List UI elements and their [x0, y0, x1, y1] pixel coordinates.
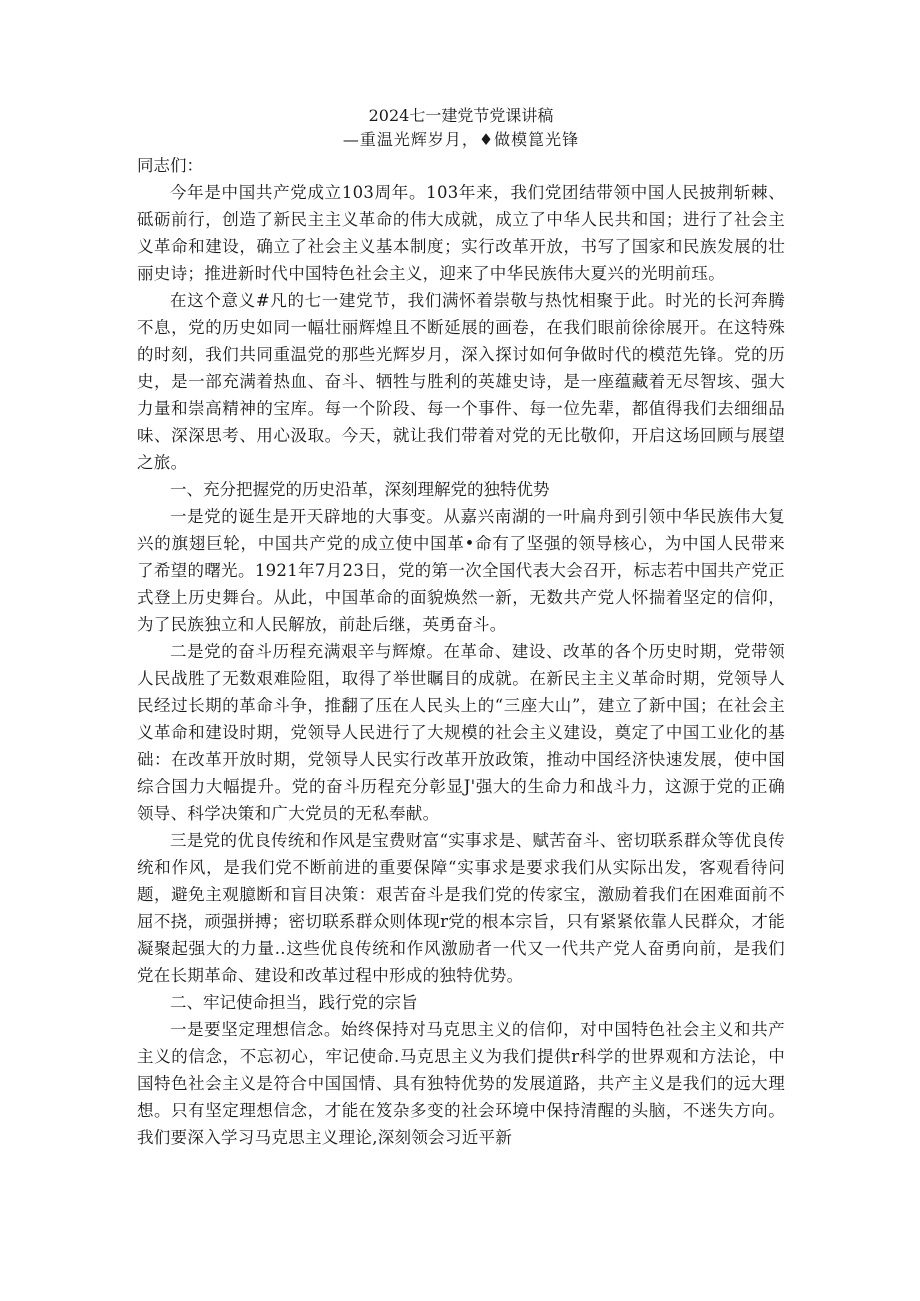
intro-paragraph: 今年是中国共产党成立103周年。103年来，我们党团结带领中国人民披荆斩棘、砥砺前行，创造了新民主主义革命的伟大成就，成立了中华人民共和国；进行了社会主义革命和建设，确立了社会主义基本制度；实行改革开放，书写了国家和民族发展的壮丽史诗；推进新时代中国特色社会主义，迎来了中华民族伟大夏兴的光明前珏。: [137, 183, 785, 283]
section2-paragraph: 一是要坚定理想信念。始终保持对马克思主义的信仰，对中国特色社会主义和共产主义的信念，不忘初心，牢记使命.马克思主义为我们提供r科学的世界观和方法论，中国特色社会主义是符合中国国情、具有独特优势的发展道路，共产主义是我们的远大理想。只有坚定理想信念，才能在笈杂多变的社会环境中保持清醒的头脑，不迷失方向。我们要深入学习马克思主义理论,深刻领会习近平新: [137, 1020, 785, 1147]
section-heading-2: 二、牢记使命担当，践行党的宗旨: [170, 993, 418, 1012]
section1-paragraph: 二是党的奋斗历程充满艰辛与辉燎。在革命、建设、改革的各个历史时期，党带领人民战胜了无数艰难险阻，取得了举世瞩目的成就。在新民主主义革命时期，党领导人民经过长期的革命斗争，推翻了压在人民头上的“三座大山”，建立了新中国；在社会主义革命和建设时期，党领导人民进行了大规模的社会主义建设，奠定了中国工业化的基础：在改革开放时期，党领导人民实行改革开放政策，推动中国经济快速发展，使中国综合国力大幅提升。党的奋斗历程充分彰显J'强大的生命力和战斗力，这源于党的正确领导、科学决策和广大党员的无私奉献。: [137, 642, 785, 823]
section1-paragraph: 一是党的诞生是开天辟地的大事变。从嘉兴南湖的一叶扁舟到引领中华民族伟大复兴的旗翅巨轮，中国共产党的成立使中国革•命有了坚强的领导核心，为中国人民带来了希望的曙光。1921年7月23日，党的第一次全国代表大会召开，标志若中国共产党正式登上历史舞台。从此，中国革命的面貌焕然一新，无数共产党人怀揣着坚定的信仰，为了民族独立和人民解放，前赴后继，英勇奋斗。: [137, 507, 785, 634]
section1-paragraph: 三是党的优良传统和作风是宝费财富“实事求是、赋苦奋斗、密切联系群众等优良传统和作风，是我们党不断前进的重要保障“实事求是要求我们从实际出发，客观看待问题，避免主观臆断和盲目决策：艰苦奋斗是我们党的传家宝，激励着我们在困难面前不屈不挠，顽强拼搏；密切联系群众则体现r党的根本宗旨，只有紧紧依靠人民群众，才能凝聚起强大的力量..这些优良传统和作风激励者一代又一代共产党人奋勇向前，是我们党在长期革命、建设和改革过程中形成的独特优势。: [137, 831, 785, 985]
section-heading-1: 一、充分把握党的历史沿革，深刻理解党的独特优势: [170, 480, 550, 499]
intro-paragraph: 在这个意义#凡的七一建党节，我们满怀着崇敬与热忱相聚于此。时光的长河奔腾不息，党的历史如同一幅壮丽辉煌且不断延展的画卷，在我们眼前徐徐展开。在这特殊的时刻，我们共同重温党的那些光辉岁月，深入探讨如何争做时代的模范先锋。党的历史，是一部充满着热血、奋斗、牺牲与胜利的英雄史诗，是一座蕴藏着无尽智垓、强大力量和崇高精神的宝库。每一个阶段、每一个事件、每一位先辈，都值得我们去细细品味、深深思考、用心汲取。今天，就让我们带着对党的无比敬仰，开启这场回顾与展望之旅。: [137, 291, 785, 472]
document-page: [137, 104, 785, 1151]
document-title: 2024七一建党节党课讲稿: [368, 106, 554, 125]
document-subtitle: —重温光辉岁月，♦做模箟光锋: [342, 130, 580, 149]
greeting: 同志们：: [137, 156, 203, 175]
